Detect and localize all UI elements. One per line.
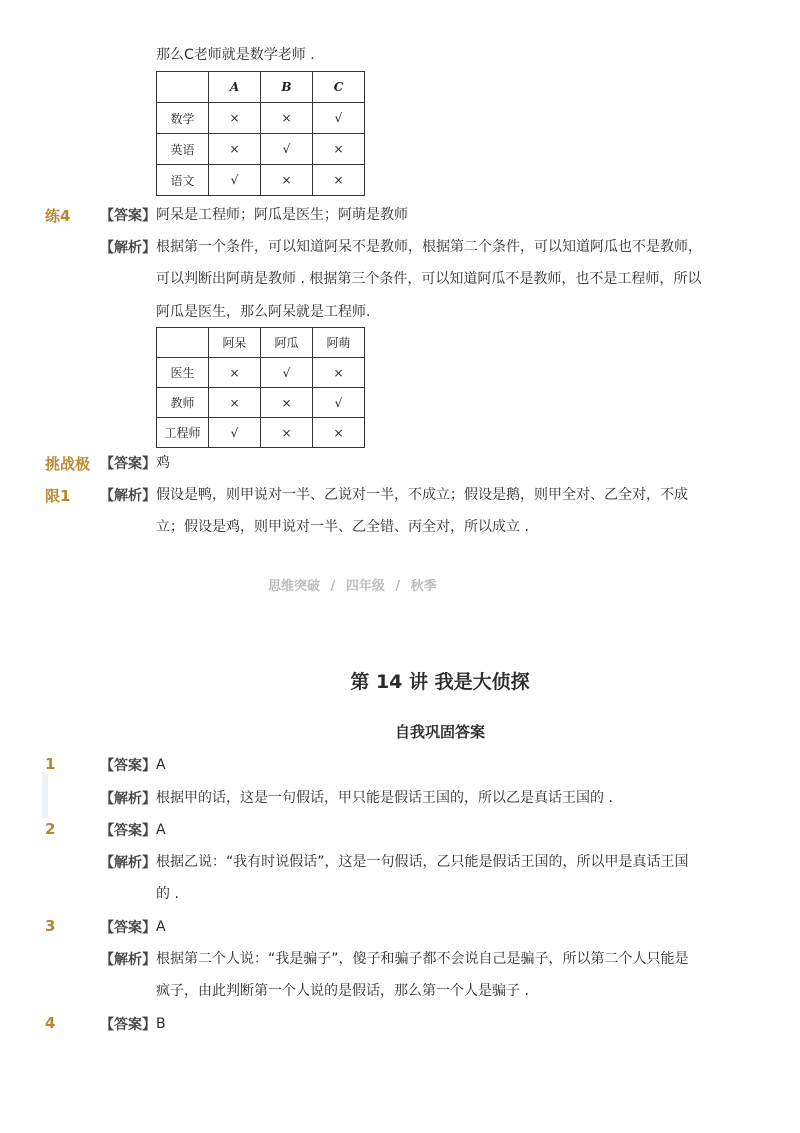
footer-grade: 四年级 [345,579,385,594]
answer-text: A [156,757,166,773]
table-header-row [157,328,365,358]
analysis-line: 根据第一个条件，可以知道阿呆不是教师，根据第二个条件，可以知道阿瓜也不是教师， [156,239,702,255]
page-footer [268,575,437,594]
table-header-cell: A [209,72,261,103]
left-shade [42,772,48,818]
answer-text: A [156,919,166,935]
table-cell [157,328,209,358]
table-cell: × [313,134,365,165]
analysis-tag: 【解析】 [100,855,156,871]
teacher-subject-table [156,71,365,196]
table-cell: √ [261,358,313,388]
challenge-number-cont: 限1 [45,487,71,505]
question-number: 2 [45,820,56,838]
analysis-line: 疯子，由此判断第一个人说的是假话，那么第一个人是骗子 . [156,983,529,999]
person-job-table [156,327,365,448]
table-header-cell: 阿瓜 [261,328,313,358]
table-row-label: 工程师 [157,418,209,448]
table-row [157,388,365,418]
table-cell: × [209,134,261,165]
question-number: 3 [45,917,56,935]
answer-tag: 【答案】 [100,758,156,774]
table-row-label: 教师 [157,388,209,418]
table-cell: √ [209,165,261,196]
table-row-label: 医生 [157,358,209,388]
answer-tag: 【答案】 [100,920,156,936]
table-cell: × [209,358,261,388]
table-row-label: 数学 [157,103,209,134]
table-row-label: 英语 [157,134,209,165]
analysis-tag: 【解析】 [100,488,156,504]
table-row [157,103,365,134]
table-cell: × [261,165,313,196]
question-number: 4 [45,1014,56,1032]
footer-series: 思维突破 [268,579,321,594]
table-cell: × [209,388,261,418]
table-cell: × [261,418,313,448]
table-cell: √ [313,103,365,134]
answer-text: A [156,822,166,838]
analysis-line: 假设是鸭，则甲说对一半、乙说对一半，不成立；假设是鹅，则甲全对、乙全对，不成 [156,487,688,503]
answer-text: 阿呆是工程师；阿瓜是医生；阿萌是教师 [156,207,408,223]
table-row [157,134,365,165]
table-cell [157,72,209,103]
table-header-cell: C [313,72,365,103]
table-cell: × [209,103,261,134]
table-cell: × [261,388,313,418]
analysis-line: 阿瓜是医生，那么阿呆就是工程师. [156,304,371,320]
table-cell: × [313,165,365,196]
table-header-row [157,72,365,103]
footer-term: 秋季 [410,579,437,594]
section-title: 自我巩固答案 [394,723,485,741]
footer-separator: / [395,579,401,594]
analysis-tag: 【解析】 [100,791,156,807]
analysis-line: 根据第二个人说：“我是骗子”，傻子和骗子都不会说自己是骗子，所以第二个人只能是 [156,951,689,967]
table-row-label: 语文 [157,165,209,196]
table-cell: √ [261,134,313,165]
table-cell: √ [313,388,365,418]
table-header-cell: 阿萌 [313,328,365,358]
table-cell: × [313,418,365,448]
answer-tag: 【答案】 [100,208,156,224]
answer-tag: 【答案】 [100,456,156,472]
table-cell: √ [209,418,261,448]
answer-text: B [156,1016,166,1032]
answer-tag: 【答案】 [100,823,156,839]
analysis-line: 的 . [156,886,179,902]
table-cell: × [261,103,313,134]
answer-text: 鸡 [156,455,170,471]
analysis-line: 根据甲的话，这是一句假话，甲只能是假话王国的，所以乙是真话王国的 . [156,790,613,806]
challenge-number: 挑战极 [45,455,91,473]
table-cell: × [313,358,365,388]
footer-separator: / [330,579,336,594]
analysis-tag: 【解析】 [100,240,156,256]
table-header-cell: B [261,72,313,103]
lecture-title: 第 14 讲 我是大侦探 [350,671,530,693]
table-row [157,165,365,196]
table-row [157,418,365,448]
analysis-tag: 【解析】 [100,952,156,968]
analysis-line: 根据乙说：“我有时说假话”，这是一句假话，乙只能是假话王国的，所以甲是真话王国 [156,854,689,870]
analysis-line: 可以判断出阿萌是教师 . 根据第三个条件，可以知道阿瓜不是教师，也不是工程师，所以 [156,271,702,287]
analysis-line: 立；假设是鸡，则甲说对一半、乙全错、丙全对，所以成立 . [156,519,529,535]
answer-tag: 【答案】 [100,1017,156,1033]
question-number: 1 [45,755,56,773]
table-row [157,358,365,388]
table-header-cell: 阿呆 [209,328,261,358]
exercise-number: 练4 [45,207,71,225]
intro-line: 那么C老师就是数学老师 . [156,47,315,63]
